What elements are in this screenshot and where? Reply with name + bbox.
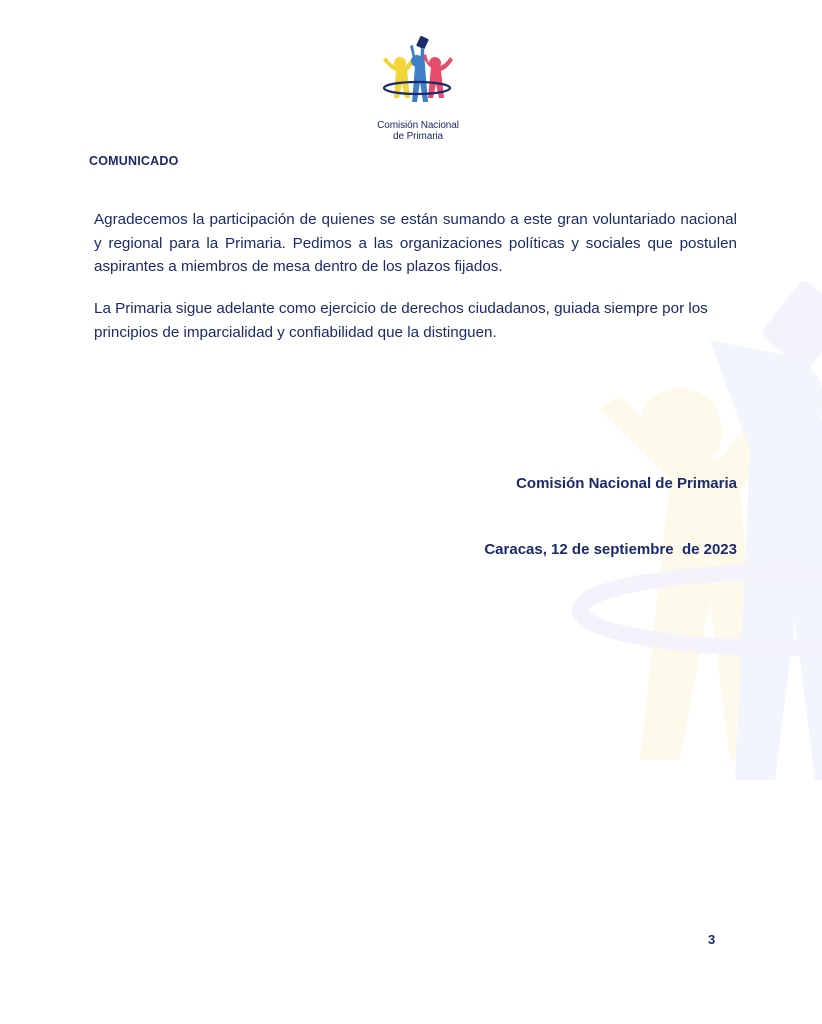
signature-organization: Comisión Nacional de Primaria	[516, 475, 737, 492]
logo-figures-icon	[377, 36, 459, 120]
signature-block	[484, 429, 737, 605]
logo-text-line-1: Comisión Nacional	[377, 120, 459, 131]
page-number: 3	[708, 932, 716, 947]
body-paragraph-2: La Primaria sigue adelante como ejercicio de derechos ciudadanos, guiada siempre por los principios de imparcialidad y confiabilidad que la distinguen.	[94, 300, 708, 341]
body-paragraph-1: Agradecemos la participación de quienes se están sumando a este gran voluntariado nacional y regional para la Primaria. Pedimos a las organizaciones políticas y sociales que postulen aspirantes a miembros de mesa dentro de los plazos fijados.	[94, 211, 737, 275]
logo-text-line-2: de Primaria	[392, 131, 444, 142]
commission-logo	[373, 36, 463, 144]
document-heading: COMUNICADO	[89, 154, 179, 168]
signature-place-date: Caracas, 12 de septiembre de 2023	[484, 541, 737, 558]
